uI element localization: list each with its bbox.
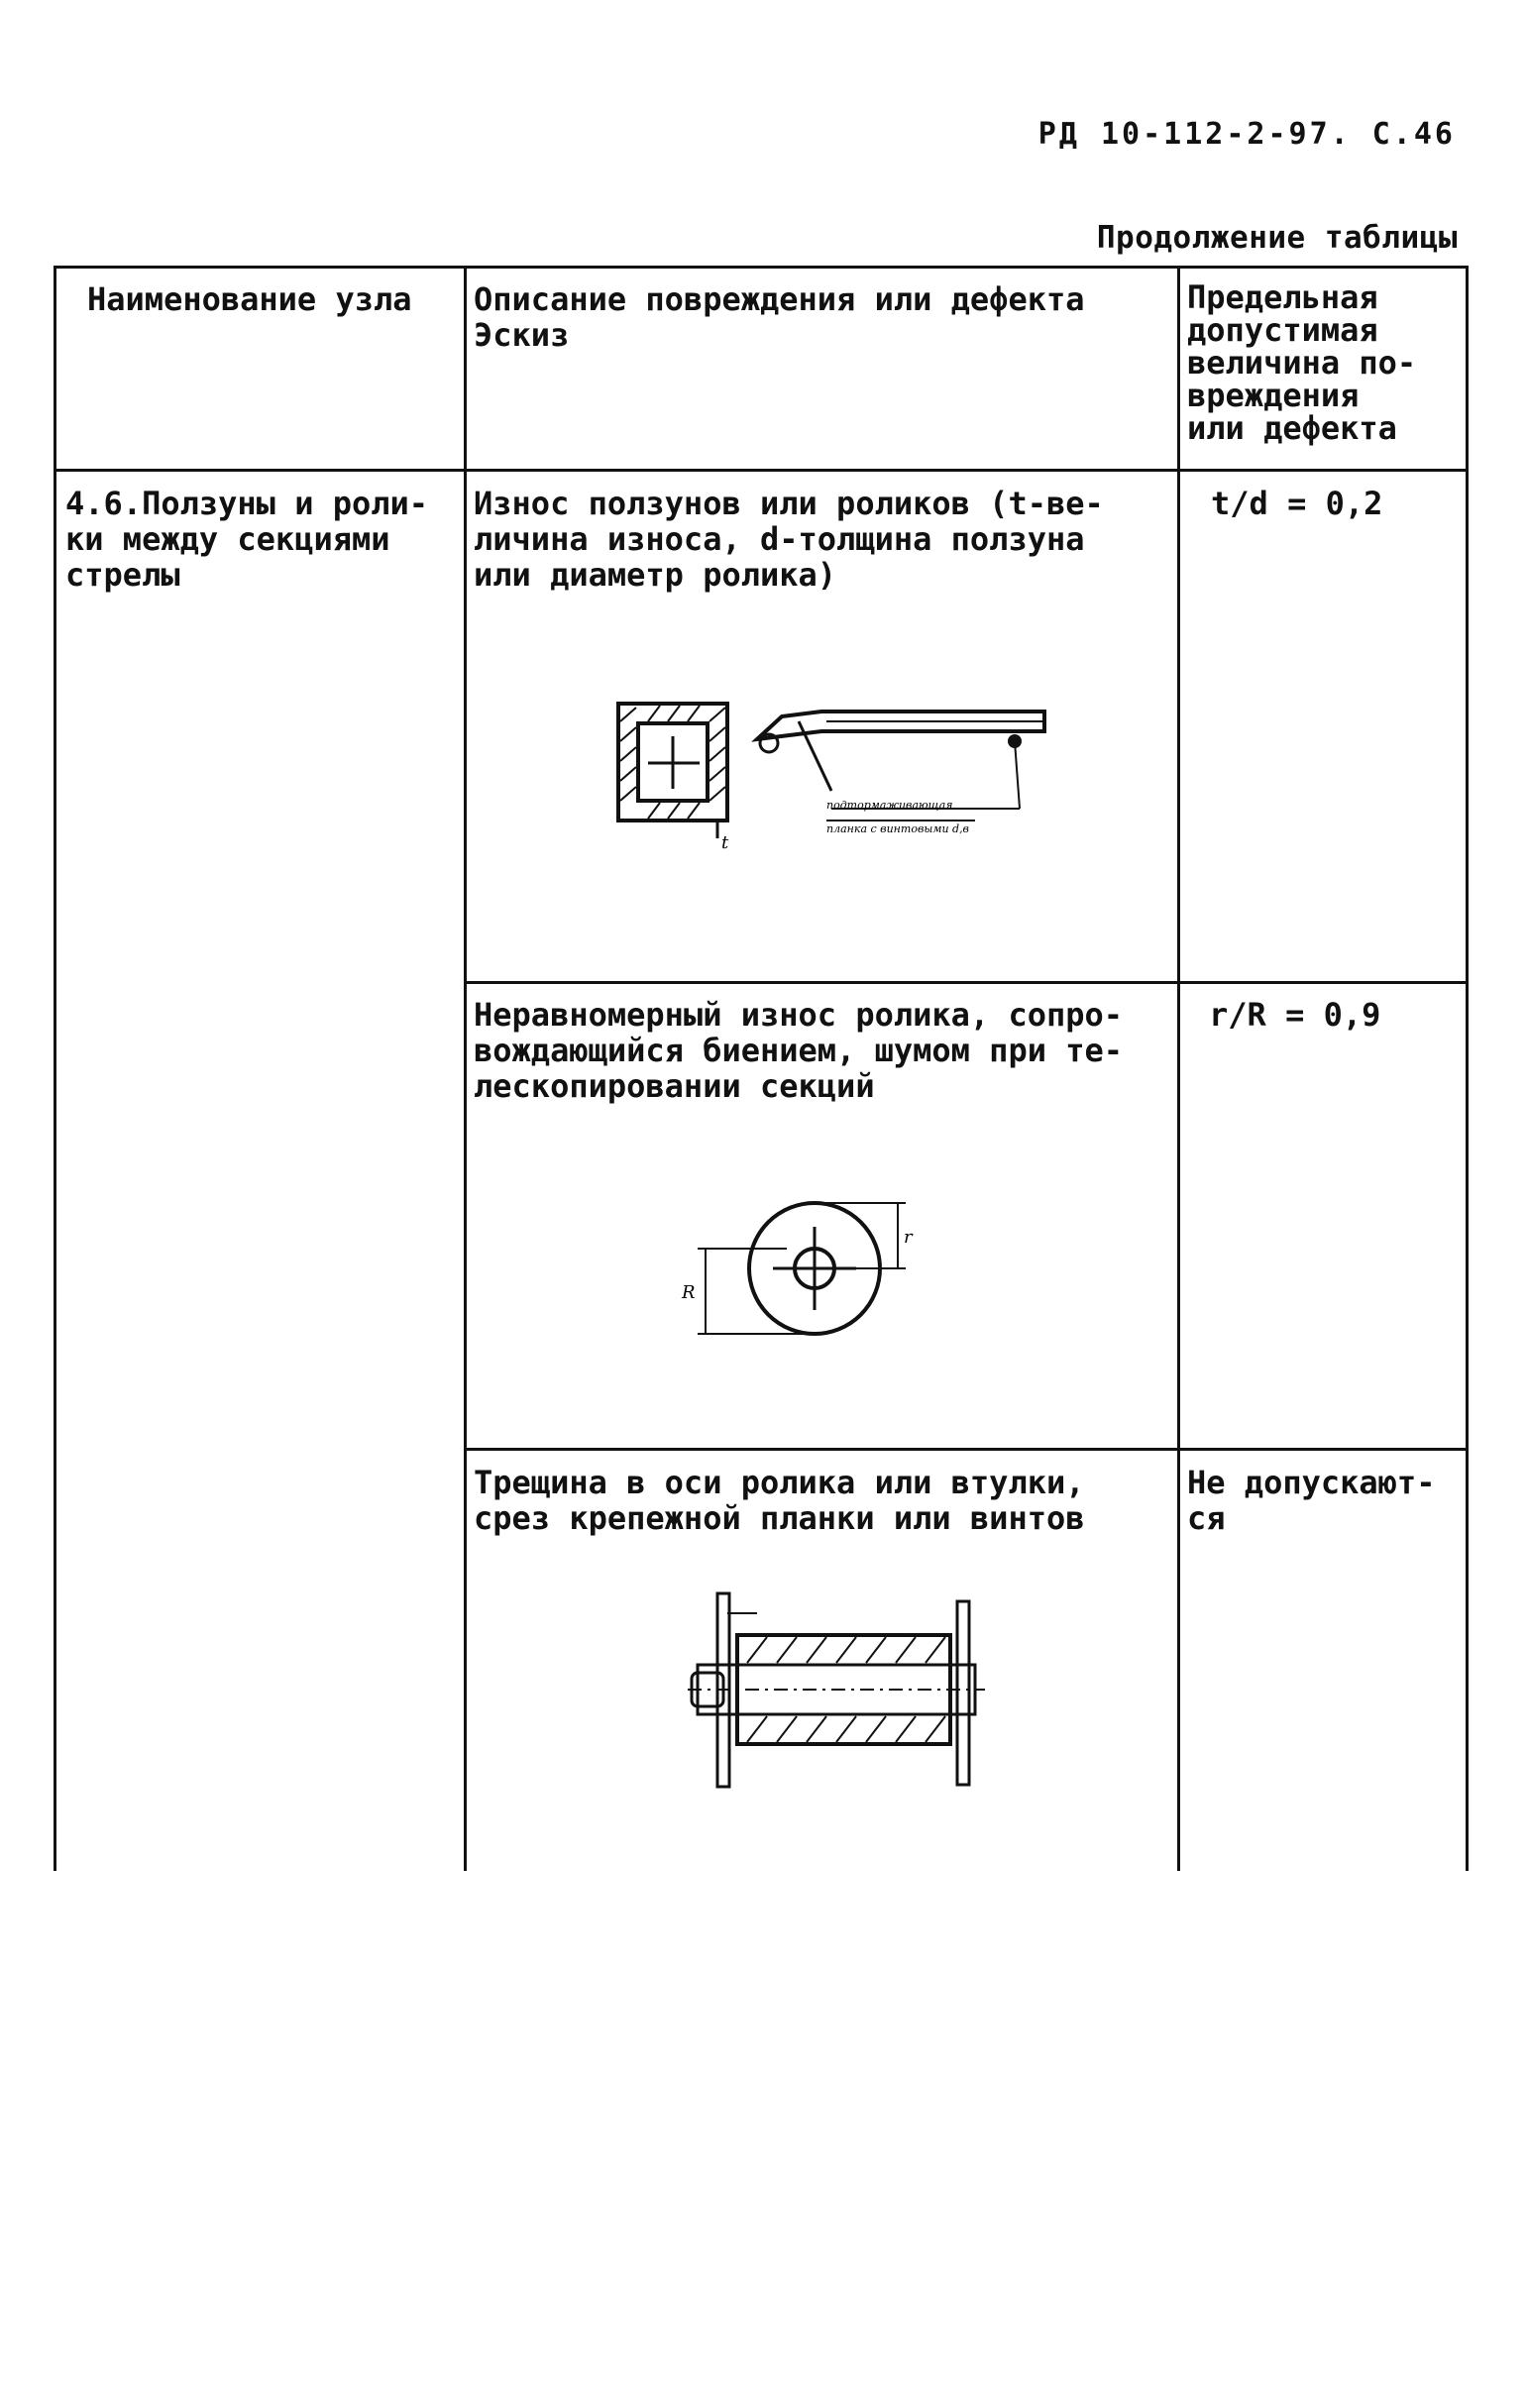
row1-sketch-slider: [608, 682, 1064, 870]
row1-limit: t/d = 0,2: [1211, 485, 1383, 522]
table-left-border: [54, 266, 56, 1871]
col2-divider: [1177, 266, 1180, 1871]
sketch2-label-R: R: [682, 1282, 696, 1303]
row1-bottom-border: [464, 981, 1469, 984]
row2-limit: r/R = 0,9: [1209, 996, 1381, 1034]
continuation-label: Продолжение таблицы: [1096, 220, 1458, 256]
sketch1-label-plate: планка с винтовыми d,в: [826, 822, 969, 835]
col1-divider: [464, 266, 467, 1871]
sketch2-label-r: r: [904, 1227, 913, 1248]
row3-limit: Не допускают- ся: [1187, 1464, 1436, 1537]
column-header-description: Описание повреждения или дефекта Эскиз: [474, 280, 1085, 354]
column-header-node: Наименование узла: [87, 280, 412, 318]
node-name: 4.6.Ползуны и роли- ки между секциями стрелы: [65, 485, 429, 594]
table-top-border: [54, 266, 1469, 269]
column-header-limit: Предельная допустимая величина по- вреждения или дефекта: [1187, 278, 1417, 447]
header-bottom-border: [54, 469, 1469, 472]
row2-sketch-roller: [668, 1187, 965, 1385]
row2-description: Неравномерный износ ролика, сопро- вождающийся биением, шумом при те- лескопировании секций: [474, 996, 1124, 1105]
sketch1-label-t: t: [721, 832, 729, 853]
row1-description: Износ ползунов или роликов (t-ве- личина износа, d-толщина ползуна или диаметр ролика): [474, 485, 1104, 594]
row2-bottom-border: [464, 1448, 1469, 1451]
table-right-border: [1466, 266, 1469, 1871]
page-header: РД 10-112-2-97. С.46: [1037, 117, 1456, 152]
row3-description: Трещина в оси ролика или втулки, срез крепежной планки или винтов: [474, 1464, 1085, 1537]
defects-table: [54, 266, 1469, 1871]
sketch1-label-brake: подтормаживающая: [826, 799, 953, 812]
row3-sketch-axle: [628, 1584, 985, 1802]
